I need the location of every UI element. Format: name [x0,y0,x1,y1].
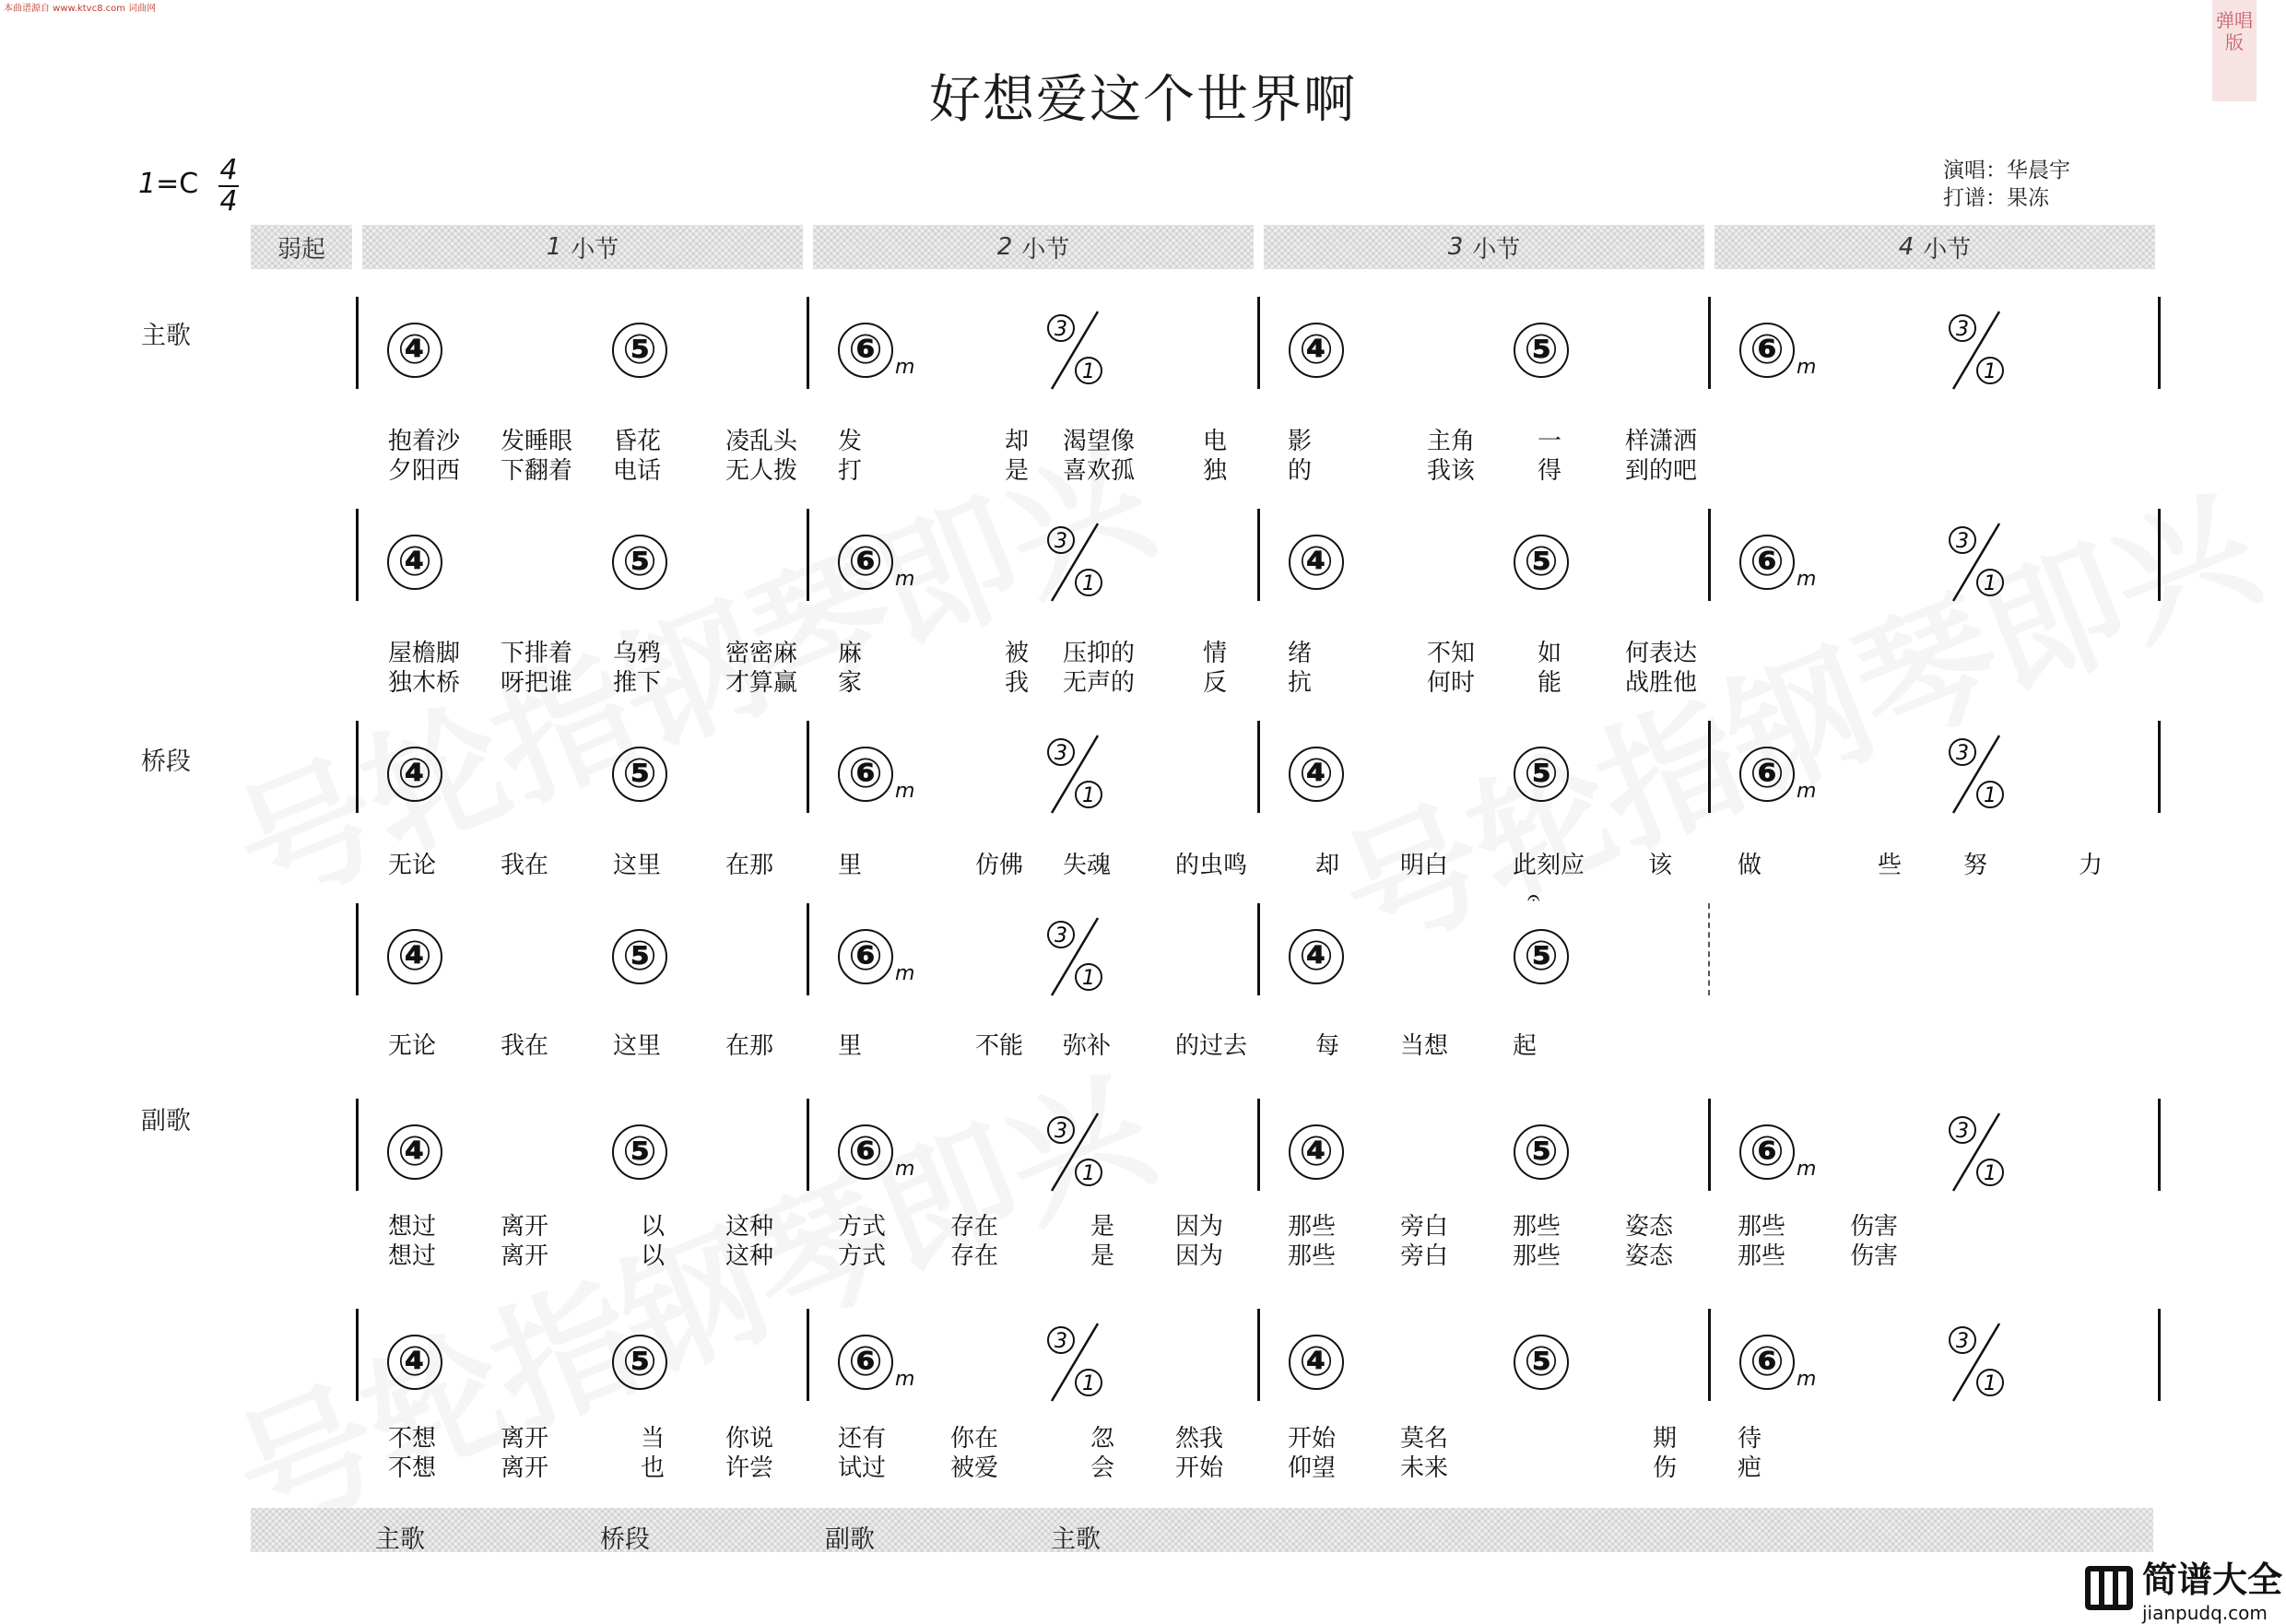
lyric-syllable: 旁白 [1400,1242,1449,1270]
slash-bottom-number: 1 [1082,1162,1095,1185]
lyric-syllable: 发 [838,428,863,455]
lyric-syllable: 不知 [1427,640,1476,667]
chord-4: ④ [1289,1124,1344,1180]
slash-chord-3-over-1 [1946,1320,2010,1405]
lyric-syllable: 姿态 [1625,1242,1674,1270]
chord-5: ⑤ [612,747,667,802]
slash-bottom-number: 1 [1082,1372,1095,1395]
lyric-syllable: 独 [1203,457,1228,485]
lyric-syllable: 反 [1203,669,1228,697]
lyric-syllable: 存在 [950,1242,999,1270]
lyric-syllable: 家 [838,669,863,697]
chord-6m: ⑥ [838,1124,893,1180]
minor-quality: m [895,780,915,803]
slash-top-number: 3 [1956,318,1969,341]
bar-line [1257,297,1260,389]
bar-line [1708,721,1711,813]
lyric-syllable: 推下 [613,669,662,697]
lyric-syllable: 才算赢 [725,669,798,697]
bar-line [2158,297,2161,389]
bar-line [807,1099,809,1191]
slash-bottom-number: 1 [1984,360,1997,383]
version-stamp: 弹唱版 [2212,0,2257,101]
lyric-syllable: 我在 [501,852,549,879]
bar-line [1257,903,1260,995]
measure-header-2 [813,225,1254,269]
chord-6m: ⑥ [838,323,893,378]
lyric-syllable: 到的吧 [1625,457,1698,485]
lyric-syllable: 这种 [725,1213,774,1241]
slash-top-number: 3 [1055,742,1067,765]
lyric-syllable: 无论 [388,1032,437,1060]
chord-4: ④ [387,1124,442,1180]
lyric-syllable: 这里 [613,852,662,879]
slash-top-number: 3 [1055,924,1067,947]
slash-top-number: 3 [1055,1120,1067,1143]
measure-header-3 [1264,225,1704,269]
lyric-syllable: 乌鸦 [613,640,662,667]
lyric-syllable: 是 [1090,1213,1115,1241]
slash-bottom-number: 1 [1082,572,1095,595]
lyric-syllable: 夕阳西 [388,457,461,485]
bar-line [1257,721,1260,813]
lyric-syllable: 被爱 [950,1454,999,1482]
section-label-chorus: 副歌 [141,1107,191,1136]
lyric-syllable: 我在 [501,1032,549,1060]
bar-line [807,509,809,601]
lyric-syllable: 我该 [1427,457,1476,485]
lyric-syllable: 影 [1288,428,1313,455]
lyric-syllable: 那些 [1738,1213,1786,1241]
lyric-syllable: 昏花 [613,428,662,455]
measure-unit: 小节 [1472,235,1521,264]
slash-chord-3-over-1 [1044,1320,1109,1405]
slash-chord-3-over-1 [1946,520,2010,605]
chord-6m: ⑥ [838,535,893,590]
lyric-syllable: 却 [1005,428,1030,455]
lyric-syllable: 在那 [725,852,774,879]
measure-header-1 [362,225,803,269]
lyric-syllable: 以 [641,1213,666,1241]
lyric-syllable: 会 [1090,1454,1115,1482]
lyric-syllable: 因为 [1175,1213,1224,1241]
chord-5: ⑤ [612,1335,667,1390]
minor-quality: m [1797,1368,1817,1391]
watermark-3 [203,1020,1174,1568]
lyric-syllable: 这里 [613,1032,662,1060]
chord-4: ④ [1289,747,1344,802]
singer-credit: 演唱：华晨宇 [1943,159,2070,182]
bar-line [356,297,359,389]
slash-chord-3-over-1 [1946,732,2010,817]
bar-line [356,903,359,995]
slash-bottom-number: 1 [1984,784,1997,807]
chord-4: ④ [387,929,442,984]
lyric-syllable: 你说 [725,1425,774,1453]
chord-5: ⑤ [612,535,667,590]
lyric-syllable: 那些 [1288,1213,1337,1241]
bar-line [356,1309,359,1401]
slash-bottom-number: 1 [1082,360,1095,383]
lyric-syllable: 不能 [975,1032,1024,1060]
lyric-syllable: 那些 [1513,1242,1561,1270]
lyric-syllable: 我 [1005,669,1030,697]
bar-line [1257,1099,1260,1191]
lyric-syllable: 旁白 [1400,1213,1449,1241]
measure-unit: 小节 [1021,235,1070,264]
lyric-syllable: 那些 [1288,1242,1337,1270]
lyric-syllable: 疤 [1738,1454,1762,1482]
footer-label-2: 桥段 [600,1525,650,1554]
measure-header-4 [1714,225,2155,269]
lyric-syllable: 伤害 [1850,1242,1899,1270]
chord-5: ⑤ [612,929,667,984]
chord-6m: ⑥ [1739,747,1795,802]
slash-bottom-number: 1 [1984,572,1997,595]
bar-line [1708,1309,1711,1401]
lyric-syllable: 里 [838,1032,863,1060]
chord-5: ⑤ [1514,1335,1569,1390]
chord-5: ⑤ [1514,929,1569,984]
bar-line [2158,1309,2161,1401]
bar-line [1257,509,1260,601]
footer-label-1: 主歌 [375,1525,425,1554]
structure-footer [251,1508,2153,1552]
transcriber-credit: 打谱：果冻 [1943,186,2049,210]
chord-4: ④ [1289,323,1344,378]
chord-5: ⑤ [1514,535,1569,590]
lyric-syllable: 打 [838,457,863,485]
lyric-syllable: 开始 [1288,1425,1337,1453]
bar-line [1708,297,1711,389]
lyric-syllable: 电 [1203,428,1228,455]
slash-chord-3-over-1 [1946,308,2010,393]
lyric-syllable: 却 [1315,852,1340,879]
chord-4: ④ [1289,535,1344,590]
lyric-syllable: 起 [1513,1032,1538,1060]
section-label-bridge: 桥段 [141,747,191,776]
bar-line [807,297,809,389]
watermark-2 [1309,440,2280,987]
bar-line [356,1099,359,1191]
lyric-syllable: 该 [1648,852,1673,879]
lyric-syllable: 待 [1738,1425,1762,1453]
chord-4: ④ [387,1335,442,1390]
lyric-syllable: 试过 [838,1454,887,1482]
lyric-syllable: 然我 [1175,1425,1224,1453]
lyric-syllable: 想过 [388,1213,437,1241]
lyric-syllable: 绪 [1288,640,1313,667]
lyric-syllable: 伤害 [1850,1213,1899,1241]
bar-line [1708,903,1710,995]
bar-line [356,721,359,813]
lyric-syllable: 以 [641,1242,666,1270]
minor-quality: m [895,356,915,379]
minor-quality: m [895,1368,915,1391]
lyric-syllable: 当想 [1400,1032,1449,1060]
lyric-syllable: 发睡眼 [501,428,573,455]
chord-5: ⑤ [1514,747,1569,802]
lyric-syllable: 这种 [725,1242,774,1270]
lyric-syllable: 无声的 [1063,669,1136,697]
slash-top-number: 3 [1956,1330,1969,1353]
chord-5: ⑤ [612,323,667,378]
lyric-syllable: 里 [838,852,863,879]
minor-quality: m [1797,568,1817,591]
lyric-syllable: 独木桥 [388,669,461,697]
chord-5: ⑤ [1514,323,1569,378]
pickup-header [251,225,352,269]
lyric-syllable: 压抑的 [1063,640,1136,667]
lyric-syllable: 下排着 [501,640,573,667]
piano-keys-icon [2083,1564,2135,1612]
measure-number: 3 [1447,233,1464,261]
lyric-syllable: 想过 [388,1242,437,1270]
chord-6m: ⑥ [1739,1335,1795,1390]
measure-number: 1 [546,233,562,261]
lyric-syllable: 得 [1538,457,1562,485]
lyric-syllable: 抱着沙 [388,428,461,455]
footer-label-4: 主歌 [1051,1525,1101,1554]
measure-number: 2 [996,233,1013,261]
lyric-syllable: 因为 [1175,1242,1224,1270]
minor-quality: m [1797,356,1817,379]
bar-line [807,1309,809,1401]
source-note: 本曲谱源自 www.ktvc8.com 词曲网 [4,4,157,14]
slash-chord-3-over-1 [1946,1110,2010,1194]
lyric-syllable: 方式 [838,1213,887,1241]
key-eq: =C [156,168,199,200]
lyric-syllable: 那些 [1513,1213,1561,1241]
key-signature [138,168,198,200]
lyric-syllable: 情 [1203,640,1228,667]
lyric-syllable: 喜欢孤 [1063,457,1136,485]
footer-label-3: 副歌 [825,1525,875,1554]
lyric-syllable: 些 [1878,852,1903,879]
logo-name: 简谱大全 [2142,1559,2283,1600]
lyric-syllable: 伤 [1653,1454,1678,1482]
lyric-syllable: 密密麻 [725,640,798,667]
slash-top-number: 3 [1055,530,1067,553]
lyric-syllable: 莫名 [1400,1425,1449,1453]
lyric-syllable: 何时 [1427,669,1476,697]
chord-4: ④ [1289,1335,1344,1390]
lyric-syllable: 何表达 [1625,640,1698,667]
bar-line [807,903,809,995]
chord-4: ④ [1289,929,1344,984]
slash-chord-3-over-1 [1044,732,1109,817]
lyric-syllable: 战胜他 [1625,669,1698,697]
lyric-syllable: 失魂 [1063,852,1112,879]
lyric-syllable: 离开 [501,1454,549,1482]
bar-line [1257,1309,1260,1401]
lyric-syllable: 未来 [1400,1454,1449,1482]
chord-6m: ⑥ [838,929,893,984]
slash-chord-3-over-1 [1044,520,1109,605]
chord-6m: ⑥ [838,747,893,802]
time-sig-top: 4 [219,154,238,186]
lyric-syllable: 方式 [838,1242,887,1270]
bar-line [356,509,359,601]
lyric-syllable: 也 [641,1454,666,1482]
chord-5: ⑤ [1514,1124,1569,1180]
slash-chord-3-over-1 [1044,1110,1109,1194]
minor-quality: m [895,1158,915,1181]
logo-url: jianpudq.com [2142,1602,2268,1624]
bar-line [2158,509,2161,601]
chord-4: ④ [387,535,442,590]
lyric-syllable: 无人拨 [725,457,798,485]
lyric-syllable: 许尝 [725,1454,774,1482]
measure-unit: 小节 [571,235,619,264]
lyric-syllable: 努 [1963,852,1988,879]
minor-quality: m [1797,1158,1817,1181]
lyric-syllable: 麻 [838,640,863,667]
lyric-syllable: 的虫鸣 [1175,852,1248,879]
lyric-syllable: 离开 [501,1242,549,1270]
key-one: 1 [138,168,157,200]
lyric-syllable: 下翻着 [501,457,573,485]
minor-quality: m [895,568,915,591]
lyric-syllable: 在那 [725,1032,774,1060]
lyric-syllable: 忽 [1090,1425,1115,1453]
slash-top-number: 3 [1956,742,1969,765]
credits [1943,157,2070,212]
bar-line [2158,721,2161,813]
slash-bottom-number: 1 [1082,967,1095,990]
lyric-syllable: 弥补 [1063,1032,1112,1060]
slash-bottom-number: 1 [1984,1372,1997,1395]
chord-6m: ⑥ [838,1335,893,1390]
lyric-syllable: 你在 [950,1425,999,1453]
lyric-syllable: 主角 [1427,428,1476,455]
lyric-syllable: 那些 [1738,1242,1786,1270]
chord-6m: ⑥ [1739,323,1795,378]
lyric-syllable: 当 [641,1425,666,1453]
lyric-syllable: 一 [1538,428,1562,455]
lyric-syllable: 抗 [1288,669,1313,697]
lyric-syllable: 存在 [950,1213,999,1241]
lyric-syllable: 离开 [501,1213,549,1241]
song-title: 好想爱这个世界啊 [929,70,1357,130]
time-sig-bottom: 4 [219,185,238,218]
time-signature [218,154,240,218]
chord-6m: ⑥ [1739,1124,1795,1180]
slash-chord-3-over-1 [1044,308,1109,393]
lyric-syllable: 的过去 [1175,1032,1248,1060]
lyric-syllable: 仰望 [1288,1454,1337,1482]
chord-5: ⑤ [612,1124,667,1180]
lyric-syllable: 开始 [1175,1454,1224,1482]
slash-bottom-number: 1 [1984,1162,1997,1185]
slash-top-number: 3 [1055,318,1067,341]
slash-chord-3-over-1 [1044,914,1109,999]
lyric-syllable: 还有 [838,1425,887,1453]
lyric-syllable: 是 [1090,1242,1115,1270]
lyric-syllable: 力 [2079,852,2103,879]
bar-line [1708,1099,1711,1191]
lyric-syllable: 渴望像 [1063,428,1136,455]
bar-line [2158,1099,2161,1191]
bar-line [807,721,809,813]
lyric-syllable: 姿态 [1625,1213,1674,1241]
lyric-syllable: 仿佛 [975,852,1024,879]
lyric-syllable: 明白 [1400,852,1449,879]
section-label-verse: 主歌 [141,322,191,350]
slash-top-number: 3 [1055,1330,1067,1353]
lyric-syllable: 如 [1538,640,1562,667]
lyric-syllable: 每 [1315,1032,1340,1060]
lyric-syllable: 不想 [388,1454,437,1482]
lyric-syllable: 凌乱头 [725,428,798,455]
chord-6m: ⑥ [1739,535,1795,590]
site-logo [2083,1551,2282,1624]
lyric-syllable: 电话 [613,457,662,485]
minor-quality: m [1797,780,1817,803]
lyric-syllable: 屋檐脚 [388,640,461,667]
lyric-syllable: 是 [1005,457,1030,485]
lyric-syllable: 被 [1005,640,1030,667]
lyric-syllable: 能 [1538,669,1562,697]
lyric-syllable: 此刻应 [1513,852,1585,879]
slash-bottom-number: 1 [1082,784,1095,807]
lyric-syllable: 期 [1653,1425,1678,1453]
chord-4: ④ [387,747,442,802]
lyric-syllable: 无论 [388,852,437,879]
watermark-1 [203,394,1174,941]
measure-number: 4 [1898,233,1915,261]
bar-line [1708,509,1711,601]
measure-unit: 小节 [1923,235,1972,264]
lyric-syllable: 的 [1288,457,1313,485]
lyric-syllable: 做 [1738,852,1762,879]
lyric-syllable: 呀把谁 [501,669,573,697]
slash-top-number: 3 [1956,530,1969,553]
lyric-syllable: 离开 [501,1425,549,1453]
lyric-syllable: 样潇洒 [1625,428,1698,455]
chord-4: ④ [387,323,442,378]
minor-quality: m [895,962,915,985]
fermata-mark: 𝄐 [1527,885,1540,911]
slash-top-number: 3 [1956,1120,1969,1143]
lyric-syllable: 不想 [388,1425,437,1453]
pickup-label: 弱起 [277,235,325,264]
